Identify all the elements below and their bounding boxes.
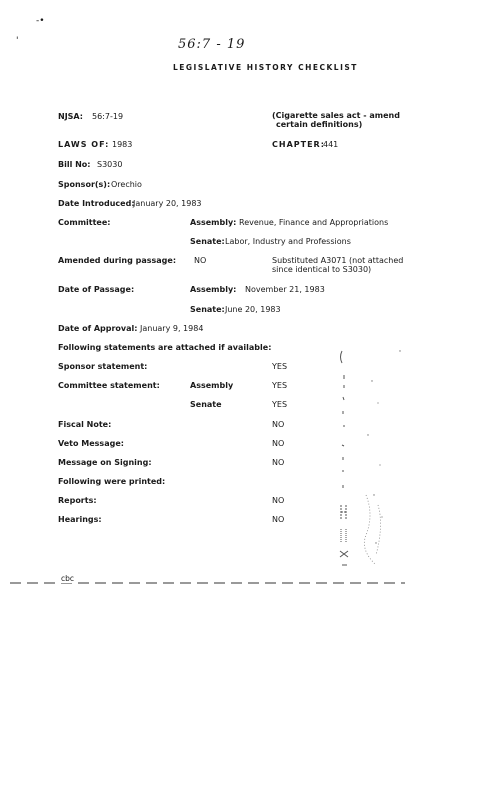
passage-assembly-value: November 21, 1983 xyxy=(245,285,325,294)
committee-statement-assembly-value: YES xyxy=(272,381,288,390)
handwritten-number: 56:7 - 19 xyxy=(178,37,246,52)
passage-label: Date of Passage: xyxy=(58,285,135,294)
passage-senate-label: Senate: xyxy=(190,305,225,314)
approval-value: January 9, 1984 xyxy=(140,324,204,333)
amended-value: NO xyxy=(194,256,207,265)
bill-value: S3030 xyxy=(97,160,123,169)
fiscal-note-value: NO xyxy=(272,420,285,429)
corner-mark: -• xyxy=(36,16,45,26)
description-line2: certain definitions) xyxy=(276,120,363,129)
committee-senate-value: Labor, Industry and Professions xyxy=(225,237,351,246)
committee-assembly-value: Revenue, Finance and Appropriations xyxy=(239,218,389,227)
laws-value: 1983 xyxy=(112,140,133,149)
signing-message-value: NO xyxy=(272,458,285,467)
passage-senate-value: June 20, 1983 xyxy=(225,305,281,314)
veto-message-value: NO xyxy=(272,439,285,448)
printed-heading: Following were printed: xyxy=(58,477,166,486)
substituted-line1: Substituted A3071 (not attached xyxy=(272,256,404,265)
fiscal-note-label: Fiscal Note: xyxy=(58,420,112,429)
amended-label: Amended during passage: xyxy=(58,256,177,265)
substituted-line2: since identical to S3030) xyxy=(272,265,372,274)
committee-statement-senate: Senate xyxy=(190,400,222,409)
signing-message-label: Message on Signing: xyxy=(58,458,152,467)
bill-label: Bill No: xyxy=(58,160,91,169)
chapter-value: 441 xyxy=(323,140,339,149)
corner-tick: ' xyxy=(16,36,19,46)
njsa-label: NJSA: xyxy=(58,112,83,121)
chapter-label: CHAPTER: xyxy=(272,140,325,149)
description-line1: (Cigarette sales act - amend xyxy=(272,111,400,120)
hearings-label: Hearings: xyxy=(58,515,102,524)
attached-heading: Following statements are attached if available: xyxy=(58,343,272,352)
sponsor-label: Sponsor(s): xyxy=(58,180,111,189)
sponsor-value: Orechio xyxy=(111,180,142,189)
laws-label: LAWS OF: xyxy=(58,140,110,149)
reports-label: Reports: xyxy=(58,496,97,505)
sponsor-statement-value: YES xyxy=(272,362,288,371)
reports-value: NO xyxy=(272,496,285,505)
committee-statement-senate-value: YES xyxy=(272,400,288,409)
committee-senate-label: Senate: xyxy=(190,237,225,246)
introduced-value: January 20, 1983 xyxy=(133,199,202,208)
sponsor-statement-label: Sponsor statement: xyxy=(58,362,148,371)
page-title: LEGISLATIVE HISTORY CHECKLIST xyxy=(173,63,358,72)
committee-assembly-label: Assembly: xyxy=(190,218,237,227)
veto-message-label: Veto Message: xyxy=(58,439,124,448)
footer-initials: cbc xyxy=(61,574,75,583)
committee-label: Committee: xyxy=(58,218,111,227)
approval-label: Date of Approval: xyxy=(58,324,138,333)
njsa-value: 56:7-19 xyxy=(92,112,124,121)
passage-assembly-label: Assembly: xyxy=(190,285,237,294)
faded-stamp xyxy=(338,345,408,575)
committee-statement-assembly: Assembly xyxy=(190,381,234,390)
hearings-value: NO xyxy=(272,515,285,524)
committee-statement-label: Committee statement: xyxy=(58,381,160,390)
introduced-label: Date Introduced: xyxy=(58,199,135,208)
